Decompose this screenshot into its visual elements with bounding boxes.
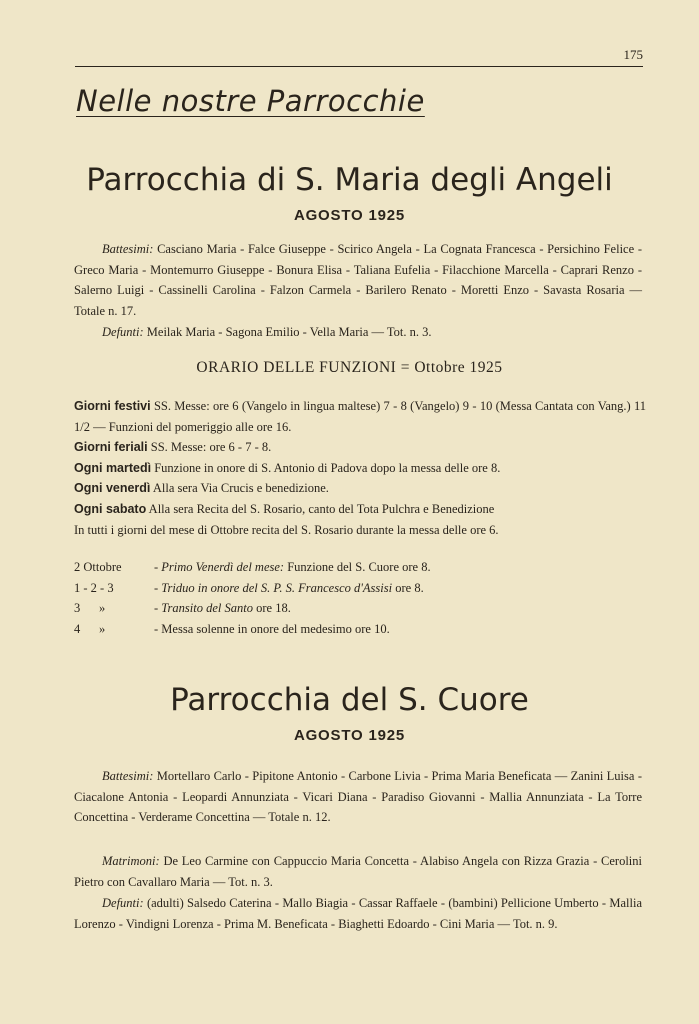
page-number: 175 <box>623 47 643 62</box>
schedule-label: Ogni sabato <box>74 501 147 516</box>
matrimoni-label: Matrimoni: <box>102 854 160 868</box>
battesimi-label: Battesimi: <box>102 242 154 256</box>
event-text: ore 18. <box>256 601 291 616</box>
event-text: Messa solenne in onore del medesimo ore 10. <box>161 621 390 636</box>
schedule-note: In tutti i giorni del mese di Ottobre recita del S. Rosario durante la messa delle ore 6. <box>74 522 499 537</box>
event-title: Transito del Santo <box>161 601 253 616</box>
parish2-title: Parrocchia del S. Cuore <box>170 682 529 718</box>
event-date: 2 Ottobre <box>74 560 122 574</box>
schedule <box>74 396 646 540</box>
event-date: 3 » <box>74 601 106 616</box>
schedule-text: SS. Messe: ore 6 (Vangelo in lingua maltese) 7 - 8 (Vangelo) 9 - 10 (Messa Cantata con Vang.) 11 1/2 — Funzioni del pomeriggio alle ore 16. <box>74 399 647 434</box>
header-rule <box>75 66 643 67</box>
schedule-text: Funzione in onore di S. Antonio di Padova dopo la messa delle ore 8. <box>154 460 501 475</box>
defunti-label: Defunti: <box>102 896 144 910</box>
section-title: Nelle nostre Parrocchie <box>76 84 425 118</box>
parish1-title: Parrocchia di S. Maria degli Angeli <box>86 162 613 198</box>
defunti-text: Meilak Maria - Sagona Emilio - Vella Maria — Tot. n. 3. <box>146 325 432 339</box>
schedule-text: Alla sera Via Crucis e benedizione. <box>152 481 329 496</box>
defunti-text: (adulti) Salsedo Caterina - Mallo Biagia - Cassar Raffaele - (bambini) Pellicione Umberto - Mallia Lorenzo - Vindigni Lorenza - Prima M. Beneficata - Biaghetti Edoardo - Cini Maria — Tot. n. 9. <box>74 896 642 931</box>
defunti-label: Defunti: <box>102 325 144 339</box>
schedule-label: Ogni martedì <box>74 460 152 475</box>
event-text: Funzione del S. Cuore ore 8. <box>287 560 431 574</box>
parish2-date: AGOSTO 1925 <box>293 727 406 744</box>
battesimi-text: Mortellaro Carlo - Pipitone Antonio - Carbone Livia - Prima Maria Beneficata — Zanini Luisa - Ciacalone Antonia - Leopardi Annunziata - Vicari Diana - Paradiso Giovanni - Mallia Annunziata - La Torre Concettina - Verderame Concettina — Totale n. 12. <box>74 769 642 824</box>
schedule-label: Giorni feriali <box>74 440 148 455</box>
event-row: 4 » - Messa solenne in onore del medesimo ore 10. <box>74 619 634 640</box>
battesimi-text: Casciano Maria - Falce Giuseppe - Scirico Angela - La Cognata Francesca - Persichino Felice - Greco Maria - Montemurro Giuseppe - Bonura Elisa - Taliana Eufelia - Filacchione Marcella - Caprari Renzo - Salerno Luigi - Cassinelli Carolina - Falzon Carmela - Barilero Renato - Moretti Enzo - Savasta Rosaria — Totale n. 17. <box>74 242 642 318</box>
event-row: 1 - 2 - 3 - Triduo in onore del S. P. S. Francesco d'Assisi ore 8. <box>74 578 634 599</box>
event-row: 3 » - Transito del Santo ore 18. <box>74 598 634 619</box>
event-date: 1 - 2 - 3 <box>74 580 114 595</box>
parish2-battesimi <box>74 766 642 828</box>
event-row: 2 Ottobre - Primo Venerdì del mese: Funzione del S. Cuore ore 8. <box>74 557 634 578</box>
parish2-matrimoni <box>74 851 642 892</box>
schedule-text: Alla sera Recita del S. Rosario, canto del Tota Pulchra e Benedizione <box>148 501 495 516</box>
matrimoni-text: De Leo Carmine con Cappuccio Maria Concetta - Alabiso Angela con Rizza Grazia - Cerolini Pietro con Cavallaro Maria — Tot. n. 3. <box>74 854 643 889</box>
event-title: Triduo in onore del S. P. S. Francesco d'Assisi <box>161 580 393 595</box>
parish1-defunti <box>74 322 642 343</box>
schedule-row <box>74 499 646 520</box>
orario-title: ORARIO DELLE FUNZIONI = Ottobre 1925 <box>196 359 503 376</box>
schedule-row <box>74 396 646 437</box>
event-date: 4 » <box>74 621 106 636</box>
parish1-battesimi <box>74 239 642 321</box>
schedule-text: SS. Messe: ore 6 - 7 - 8. <box>150 440 272 455</box>
event-title: Primo Venerdì del mese: <box>161 560 285 574</box>
event-text: ore 8. <box>395 580 424 595</box>
battesimi-label: Battesimi: <box>102 769 154 783</box>
schedule-row <box>74 458 646 479</box>
schedule-row <box>74 478 646 499</box>
schedule-row <box>74 437 646 458</box>
schedule-label: Giorni festivi <box>74 399 151 413</box>
schedule-label: Ogni venerdì <box>74 481 151 496</box>
parish2-defunti <box>74 893 642 934</box>
events-list <box>74 557 634 639</box>
parish1-date: AGOSTO 1925 <box>293 207 406 224</box>
